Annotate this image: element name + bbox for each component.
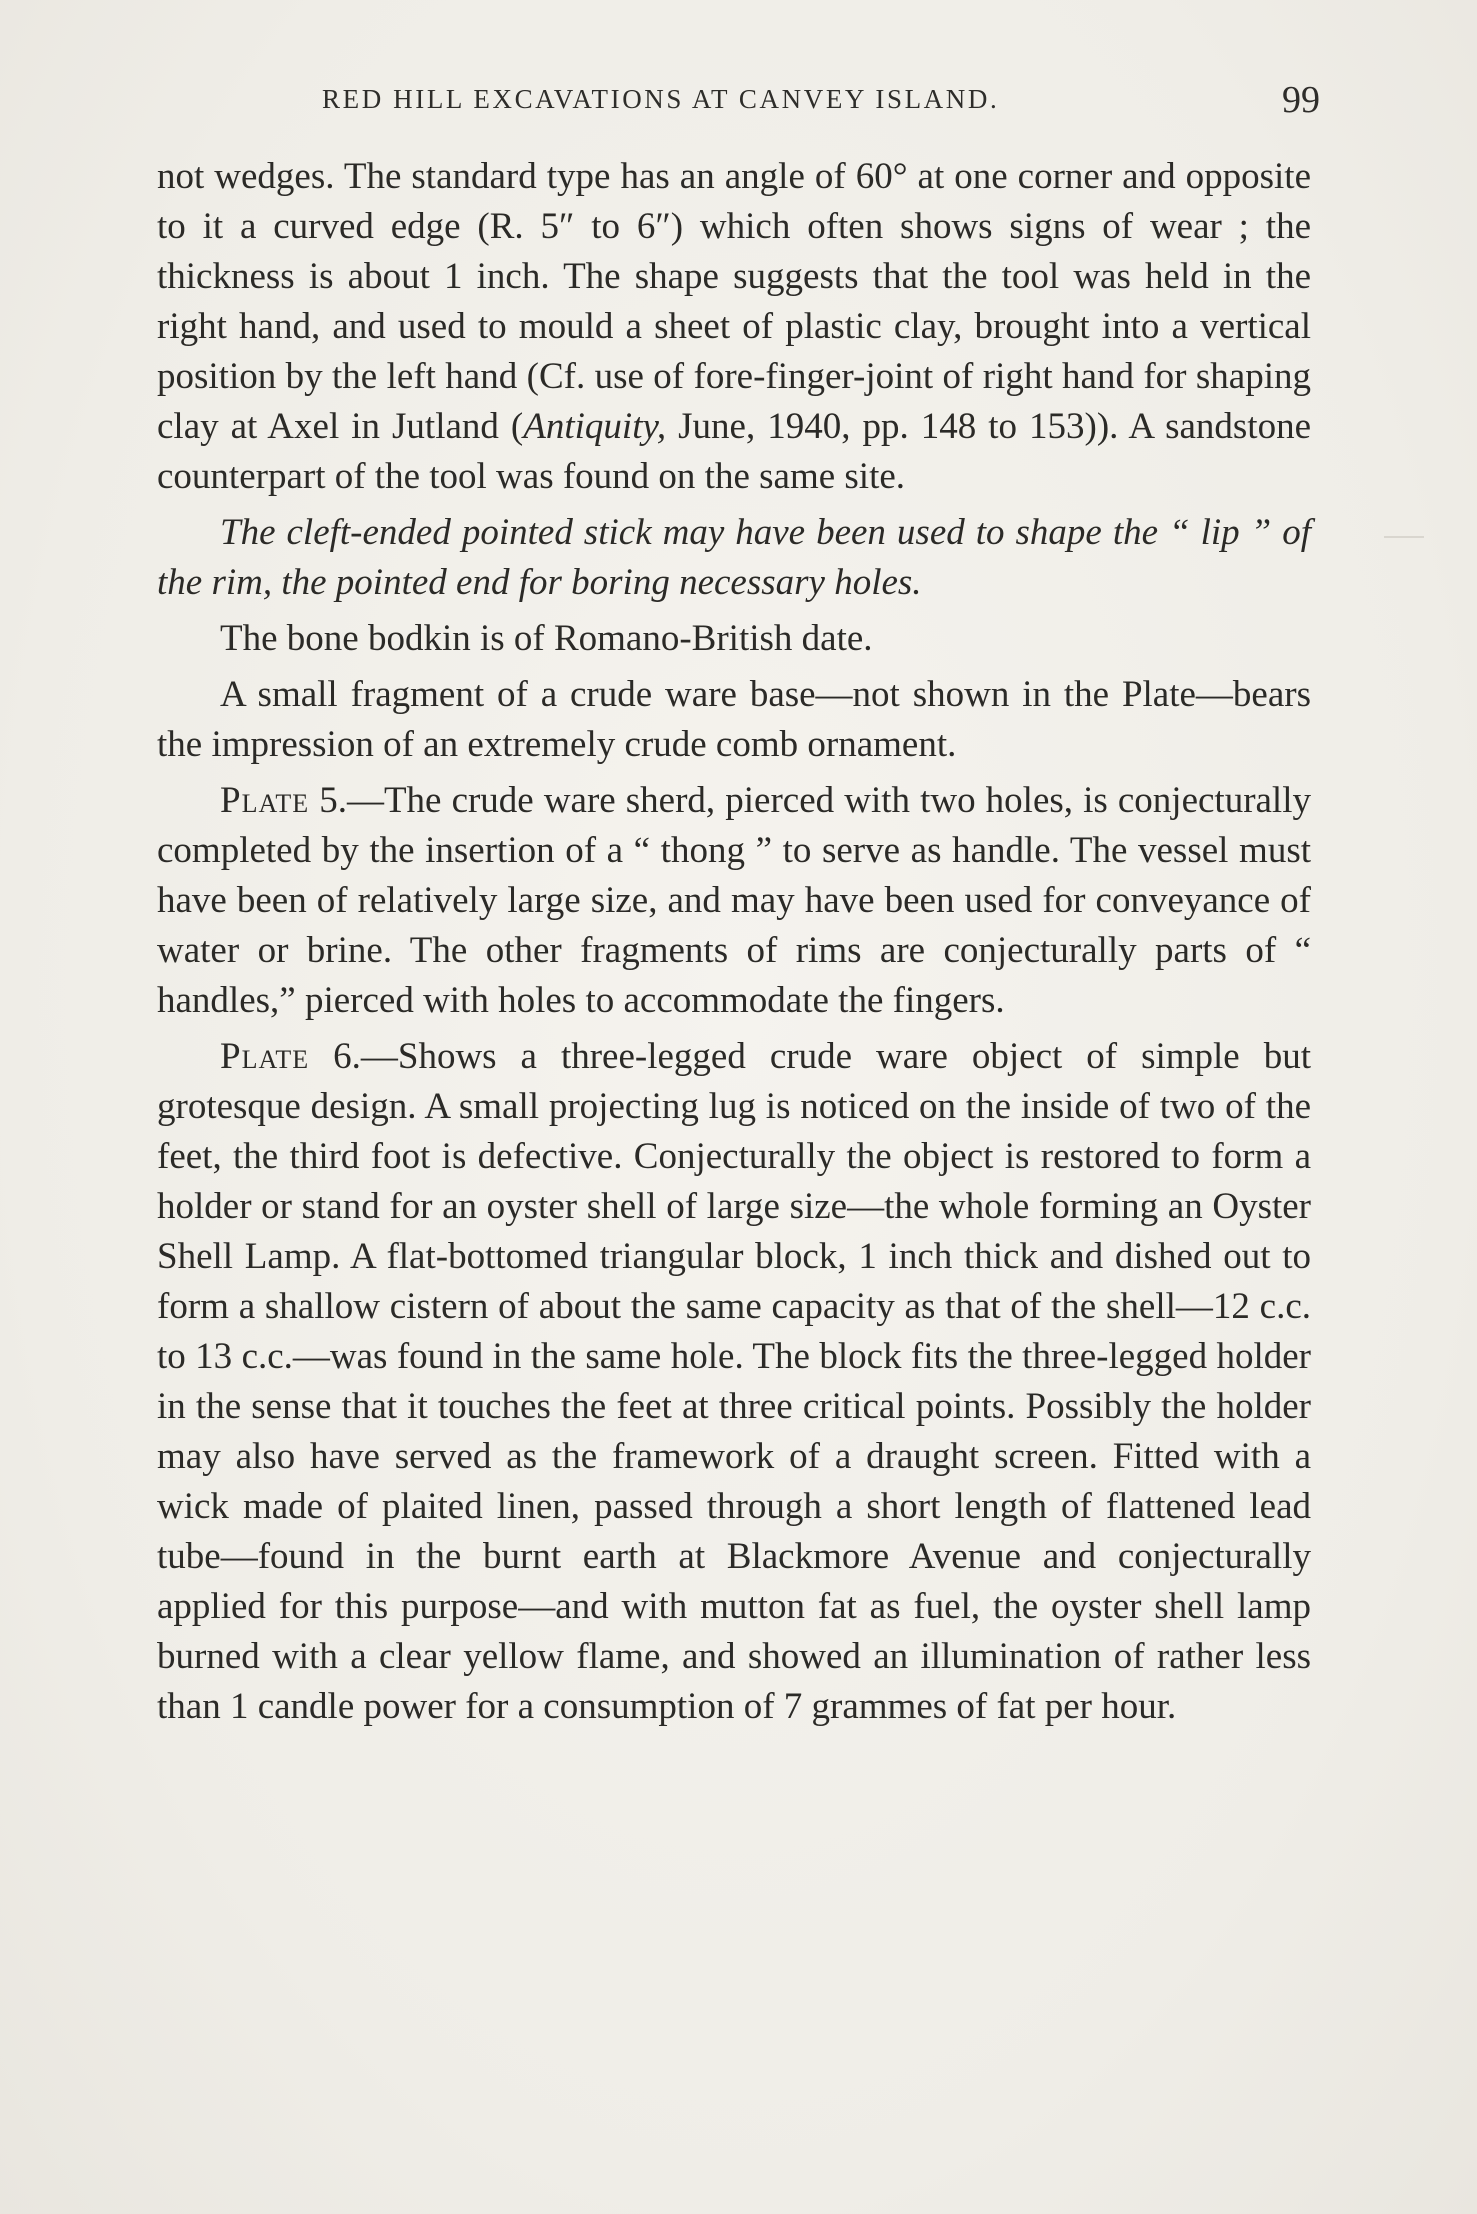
running-head	[160, 78, 1320, 122]
journal-title: Antiquity,	[523, 406, 667, 447]
paragraph-text: 5.—The crude ware sherd, pierced with two holes, is conjecturally completed by the insertion of a “ thong ” to serve as handle. The vessel must have been of relatively large size, and may have been used for conveyance of water or brine. The other fragments of rims are conjecturally parts of “ handles,” pierced with holes to accommodate the fingers.	[157, 780, 1311, 1021]
page-number: 99	[1282, 79, 1320, 121]
paragraph-plate-5	[157, 776, 1311, 1026]
margin-mark	[1384, 536, 1424, 538]
running-title: RED HILL EXCAVATIONS AT CANVEY ISLAND.	[322, 84, 1000, 114]
paragraph-plate-6	[157, 1032, 1311, 1732]
paragraph-continuation	[157, 152, 1311, 502]
paragraph-text: June, 1940, pp. 148 to 153)). A sandstone counterpart of the tool was found on the same site.	[157, 406, 1311, 497]
paragraph-pointed-stick	[157, 508, 1311, 608]
body-text	[157, 152, 1311, 1738]
paragraph-text: A small fragment of a crude ware base—not shown in the Plate—bears the impression of an extremely crude comb ornament.	[157, 674, 1311, 765]
paragraph-fragment	[157, 670, 1311, 770]
paragraph-bone-bodkin	[157, 614, 1311, 664]
plate-label: Plate	[220, 1036, 310, 1077]
plate-label: Plate	[220, 780, 310, 821]
paragraph-text: not wedges. The standard type has an angle of 60° at one corner and opposite to it a curved edge (R. 5″ to 6″) which often shows signs of wear ; the thickness is about 1 inch. The shape suggests that the tool was held in the right hand, and used to mould a sheet of plastic clay, brought into a vertical position by the left hand (Cf. use of fore-finger-joint of right hand for shaping clay at Axel in Jutland (	[157, 156, 1311, 447]
paragraph-text: The cleft-ended pointed stick may have been used to shape the “ lip ” of the rim, the pointed end for boring necessary holes.	[157, 512, 1311, 603]
paragraph-text: The bone bodkin is of Romano-British date.	[220, 618, 873, 659]
paragraph-text: 6.—Shows a three-legged crude ware object of simple but grotesque design. A small projecting lug is noticed on the inside of two of the feet, the third foot is defective. Conjecturally the object is restored to form a holder or stand for an oyster shell of large size—the whole forming an Oyster Shell Lamp. A flat-bottomed triangular block, 1 inch thick and dished out to form a shallow cistern of about the same capacity as that of the shell—12 c.c. to 13 c.c.—was found in the same hole. The block fits the three-legged holder in the sense that it touches the feet at three critical points. Possibly the holder may also have served as the framework of a draught screen. Fitted with a wick made of plaited linen, passed through a short length of flattened lead tube—found in the burnt earth at Blackmore Avenue and conjecturally applied for this purpose—and with mutton fat as fuel, the oyster shell lamp burned with a clear yellow flame, and showed an illumination of rather less than 1 candle power for a consumption of 7 grammes of fat per hour.	[157, 1036, 1311, 1727]
